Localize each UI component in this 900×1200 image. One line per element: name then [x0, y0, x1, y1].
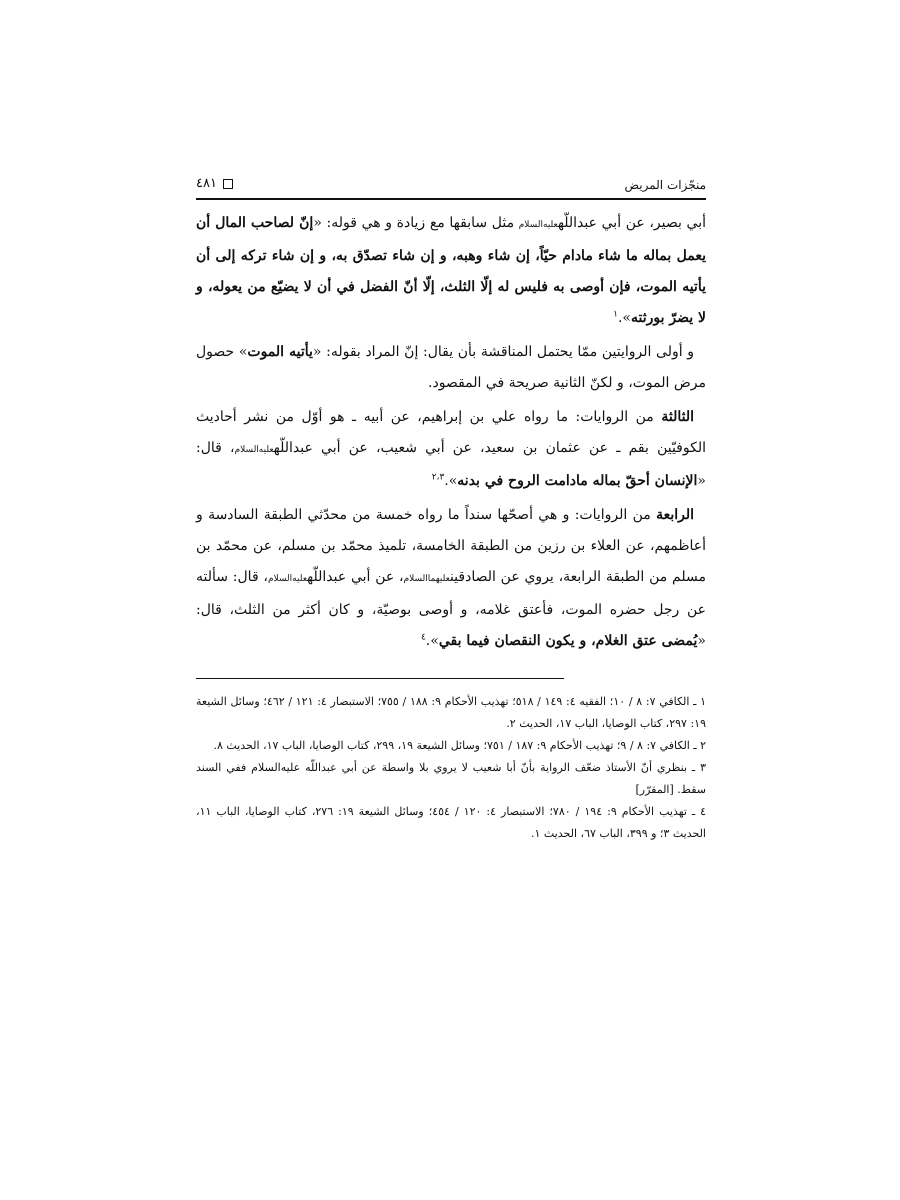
text-run: ، عن أبي عبداللّه	[307, 569, 404, 585]
quoted-text: يُمضى عتق الغلام، و يكون النقصان فيما بقي	[438, 633, 698, 649]
quoted-text: الرابعة	[656, 507, 694, 523]
quoted-text: إنّ لصاحب المال أن يعمل بماله ما شاء مادام حيّاً، إن شاء وهبه، و إن شاء تصدّق به، و إن شاء تركه إلى أن يأتيه الموت، فإن أوصى به فليس له إلّا الثلث، إلّا أنّ الفضل في أن لا يضيّع من يعوله، و لا يضرّ بورثته	[196, 215, 706, 326]
quoted-text: الثالثة	[661, 409, 694, 425]
main-text	[196, 208, 706, 657]
page-number-block	[196, 176, 233, 191]
quoted-text: الإنسان أحقّ بماله مادامت الروح في بدنه	[457, 473, 698, 489]
text-run: ، قال: «	[196, 440, 706, 489]
quoted-text: يأتيه الموت	[247, 344, 313, 360]
text-run: ».	[617, 310, 631, 326]
footnote-separator	[196, 678, 564, 679]
text-run: أبي بصير، عن أبي عبداللّه	[557, 215, 706, 231]
footnote-reference[interactable]: ٢،٣	[431, 472, 445, 483]
text-run: و أولى الروايتين ممّا يحتمل المناقشة بأن يقال: إنّ المراد بقوله: «	[312, 344, 694, 360]
text-run: ».	[425, 633, 439, 649]
running-title: منجّزات المريض	[624, 178, 706, 192]
footnote-reference[interactable]: ١	[613, 309, 618, 320]
footnote: ٣ ـ بنظري أنّ الأستاذ ضعّف الرواية بأنّ أبا شعيب لا يروي بلا واسطة عن أبي عبداللّه عليه‌السلام ففي السند سقط. [المقرّر]	[196, 761, 706, 796]
text-run: عليهماالسلام	[403, 574, 450, 584]
text-run: من الروايات: ما رواه علي بن إبراهيم، عن أبيه ـ هو أوّل من نشر أحاديث الكوفيّين بقم ـ عن عثمان بن سعيد، عن أبي شعيب، عن أبي عبداللّه	[196, 409, 706, 456]
text-run: مثل سابقها مع زيادة و هي قوله: «	[313, 215, 519, 231]
footnote: ٤ ـ تهذيب الأحكام ٩: ١٩٤ / ٧٨٠؛ الاستبصار ٤: ١٢٠ / ٤٥٤؛ وسائل الشيعة ١٩: ٢٧٦، كتاب الوصايا، الباب ١١، الحديث ٣؛ و ٣٩٩، الباب ٦٧، الحديث ١.	[196, 805, 707, 840]
footnotes	[196, 691, 706, 845]
paragraph	[196, 337, 706, 399]
text-run: ، قال: سألته عن رجل حضره الموت، فأعتق غلامه، و أوصى بوصيّة، و كان أكثر من الثلث، قال: «	[196, 569, 706, 649]
text-run: من الروايات: و هي أصحّها سنداً ما رواه خمسة من محدّثي الطبقة السادسة و أعاظمهم، عن العلاء بن رزين من الطبقة الخامسة، تلميذ محمّد بن مسلم، عن محمّد بن مسلم من الطبقة الرابعة، يروي عن الصادقين	[196, 507, 706, 585]
paragraph	[196, 500, 706, 657]
book-page	[196, 170, 706, 845]
page-number: ٤٨١	[196, 176, 217, 191]
footnote: ١ ـ الكافي ٧: ٨ / ١٠؛ الفقيه ٤: ١٤٩ / ٥١٨؛ تهذيب الأحكام ٩: ١٨٨ / ٧٥٥؛ الاستبصار ٤: ١٢١ / ٤٦٢؛ وسائل الشيعة ١٩: ٢٩٧، كتاب الوصايا، الباب ١٧، الحديث ٢.	[196, 695, 707, 730]
footnote: ٢ ـ الكافي ٧: ٨ / ٩؛ تهذيب الأحكام ٩: ١٨٧ / ٧٥١؛ وسائل الشيعة ١٩، ٢٩٩، كتاب الوصايا، الباب ١٧، الحديث ٨.	[213, 739, 706, 752]
paragraph	[196, 402, 706, 497]
paragraph	[196, 208, 706, 334]
text-run: عليه‌السلام	[267, 574, 308, 584]
square-marker-icon	[223, 179, 233, 189]
text-run: عليه‌السلام	[518, 220, 558, 230]
text-run: عليه‌السلام	[234, 445, 274, 455]
footnote-reference[interactable]: ٤	[420, 632, 426, 643]
text-run: ».	[444, 473, 458, 489]
text-run: » حصول مرض الموت، و لكنّ الثانية صريحة في المقصود.	[196, 344, 706, 391]
running-header	[196, 170, 706, 200]
